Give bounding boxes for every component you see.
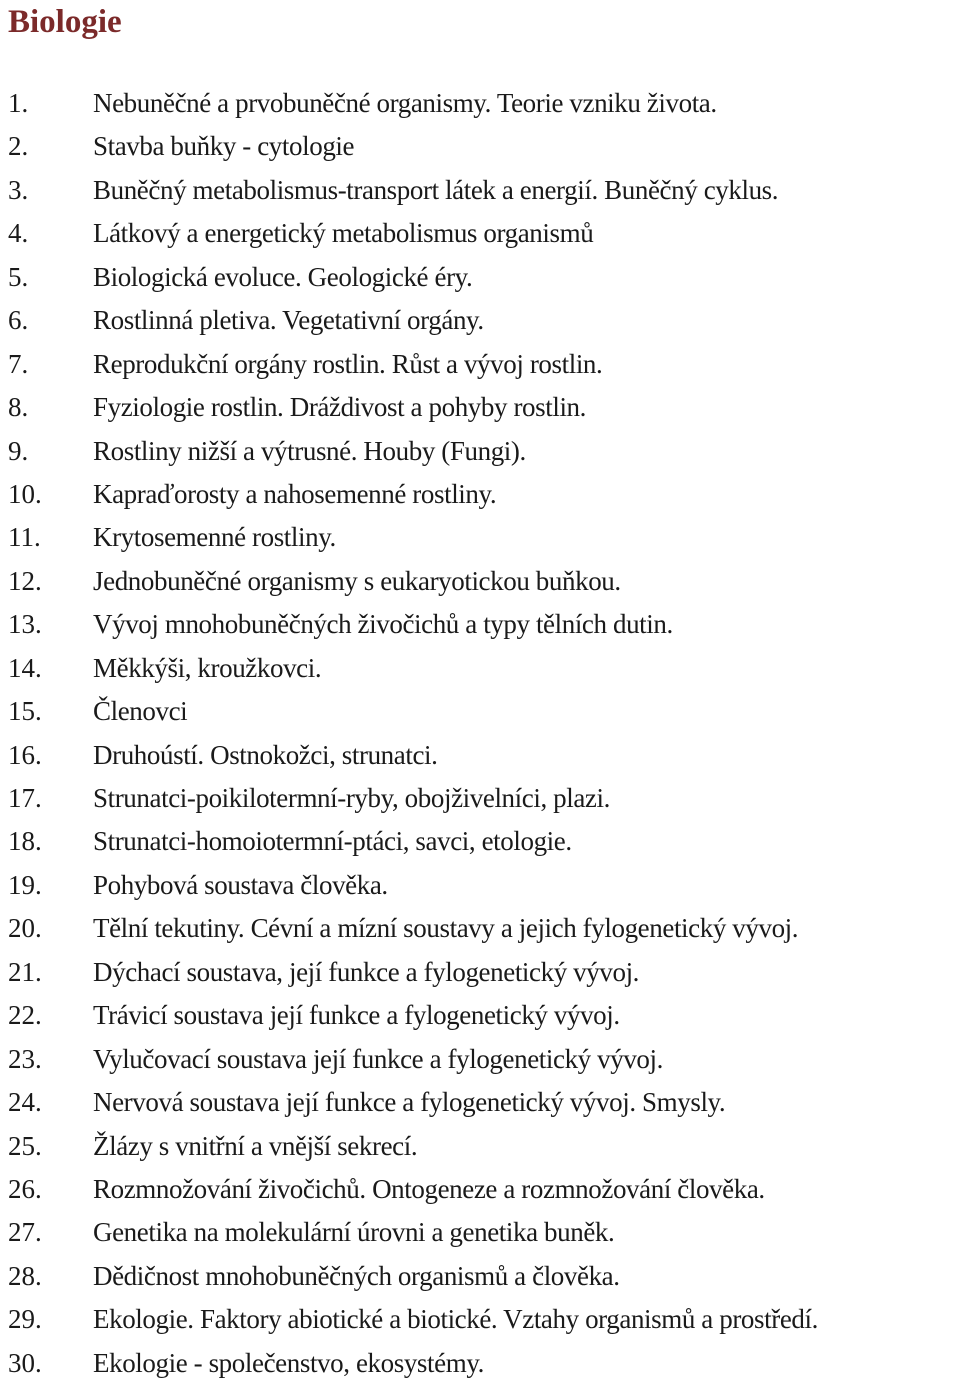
list-item [0, 1168, 960, 1211]
list-item [0, 907, 960, 950]
topic-number: 15. [8, 696, 42, 727]
topic-number: 25. [8, 1130, 42, 1161]
topic-number: 11. [8, 522, 41, 553]
list-item [0, 256, 960, 299]
topic-number: 21. [8, 956, 42, 987]
topic-number: 27. [8, 1217, 42, 1248]
list-item [0, 820, 960, 863]
topic-number: 6. [8, 305, 29, 336]
topic-text: Strunatci-homoiotermní-ptáci, savci, etologie. [93, 826, 572, 857]
list-item [0, 1342, 960, 1385]
list-item [0, 473, 960, 516]
topic-number: 26. [8, 1173, 42, 1204]
topic-text: Tělní tekutiny. Cévní a mízní soustavy a jejich fylogenetický vývoj. [93, 913, 799, 944]
topic-number: 29. [8, 1304, 42, 1335]
topic-number: 19. [8, 869, 42, 900]
topic-text: Fyziologie rostlin. Dráždivost a pohyby rostlin. [93, 392, 586, 423]
list-item [0, 864, 960, 907]
list-item [0, 603, 960, 646]
topic-number: 17. [8, 783, 42, 813]
list-item [0, 212, 960, 255]
topic-number: 5. [8, 261, 29, 292]
list-item [0, 386, 960, 429]
topic-text: Ekologie. Faktory abiotické a biotické. Vztahy organismů a prostředí. [93, 1304, 818, 1335]
topic-number: 8. [8, 392, 29, 423]
list-item [0, 777, 960, 820]
topic-text: Jednobuněčné organismy s eukaryotickou buňkou. [93, 565, 621, 596]
topic-number: 7. [8, 348, 29, 379]
topic-text: Druhoústí. Ostnokožci, strunatci. [93, 739, 438, 770]
topic-text: Měkkýši, kroužkovci. [93, 652, 322, 683]
topic-text: Členovci [93, 696, 188, 727]
topic-text: Dědičnost mnohobuněčných organismů a člověka. [93, 1260, 620, 1291]
topic-number: 14. [8, 652, 42, 683]
topic-number: 13. [8, 609, 42, 640]
page-title: Biologie [8, 4, 122, 40]
list-item [0, 1255, 960, 1298]
topic-text: Kapraďorosty a nahosemenné rostliny. [93, 478, 497, 509]
topic-number: 1. [8, 88, 29, 118]
topic-text: Pohybová soustava člověka. [93, 869, 388, 900]
list-item [0, 690, 960, 733]
topic-list [0, 82, 960, 1385]
list-item [0, 560, 960, 603]
topic-number: 28. [8, 1260, 42, 1291]
topic-text: Dýchací soustava, její funkce a fylogenetický vývoj. [93, 956, 640, 987]
topic-text: Krytosemenné rostliny. [93, 522, 336, 553]
topic-number: 9. [8, 435, 29, 466]
topic-number: 23. [8, 1043, 42, 1074]
topic-number: 18. [8, 826, 42, 857]
topic-text: Vývoj mnohobuněčných živočichů a typy tělních dutin. [93, 609, 673, 640]
list-item [0, 82, 960, 125]
list-item [0, 343, 960, 386]
topic-number: 4. [8, 218, 29, 249]
list-item [0, 299, 960, 342]
list-item [0, 647, 960, 690]
topic-text: Žlázy s vnitřní a vnější sekrecí. [93, 1130, 418, 1161]
list-item [0, 430, 960, 473]
topic-text: Buněčný metabolismus-transport látek a energií. Buněčný cyklus. [93, 174, 779, 205]
topic-number: 3. [8, 174, 29, 205]
topic-text: Látkový a energetický metabolismus organismů [93, 218, 594, 249]
list-item [0, 1081, 960, 1124]
topic-text: Rostlinná pletiva. Vegetativní orgány. [93, 305, 484, 336]
topic-text: Trávicí soustava její funkce a fylogenetický vývoj. [93, 1000, 620, 1031]
list-item [0, 169, 960, 212]
topic-text: Nervová soustava její funkce a fylogenetický vývoj. Smysly. [93, 1087, 726, 1118]
list-item [0, 951, 960, 994]
topic-text: Biologická evoluce. Geologické éry. [93, 261, 473, 292]
topic-text: Genetika na molekulární úrovni a genetika buněk. [93, 1217, 615, 1248]
list-item [0, 516, 960, 559]
list-item [0, 994, 960, 1037]
topic-text: Nebuněčné a prvobuněčné organismy. Teorie vzniku života. [93, 88, 717, 118]
list-item [0, 1298, 960, 1341]
list-item [0, 1125, 960, 1168]
topic-text: Vylučovací soustava její funkce a fylogenetický vývoj. [93, 1043, 663, 1074]
topic-text: Stavba buňky - cytologie [93, 131, 355, 162]
list-item [0, 1038, 960, 1081]
topic-text: Reprodukční orgány rostlin. Růst a vývoj rostlin. [93, 348, 603, 379]
topic-text: Ekologie - společenstvo, ekosystémy. [93, 1347, 485, 1378]
topic-number: 22. [8, 1000, 42, 1031]
topic-number: 12. [8, 565, 42, 596]
list-item [0, 125, 960, 168]
topic-number: 2. [8, 131, 29, 162]
topic-number: 30. [8, 1347, 42, 1378]
topic-number: 16. [8, 739, 42, 770]
topic-text: Strunatci-poikilotermní-ryby, obojživelníci, plazi. [93, 783, 610, 813]
list-item [0, 1211, 960, 1254]
topic-number: 20. [8, 913, 42, 944]
topic-text: Rostliny nižší a výtrusné. Houby (Fungi). [93, 435, 526, 466]
topic-number: 10. [8, 478, 42, 509]
topic-text: Rozmnožování živočichů. Ontogeneze a rozmnožování člověka. [93, 1173, 765, 1204]
list-item [0, 734, 960, 777]
topic-number: 24. [8, 1087, 42, 1118]
